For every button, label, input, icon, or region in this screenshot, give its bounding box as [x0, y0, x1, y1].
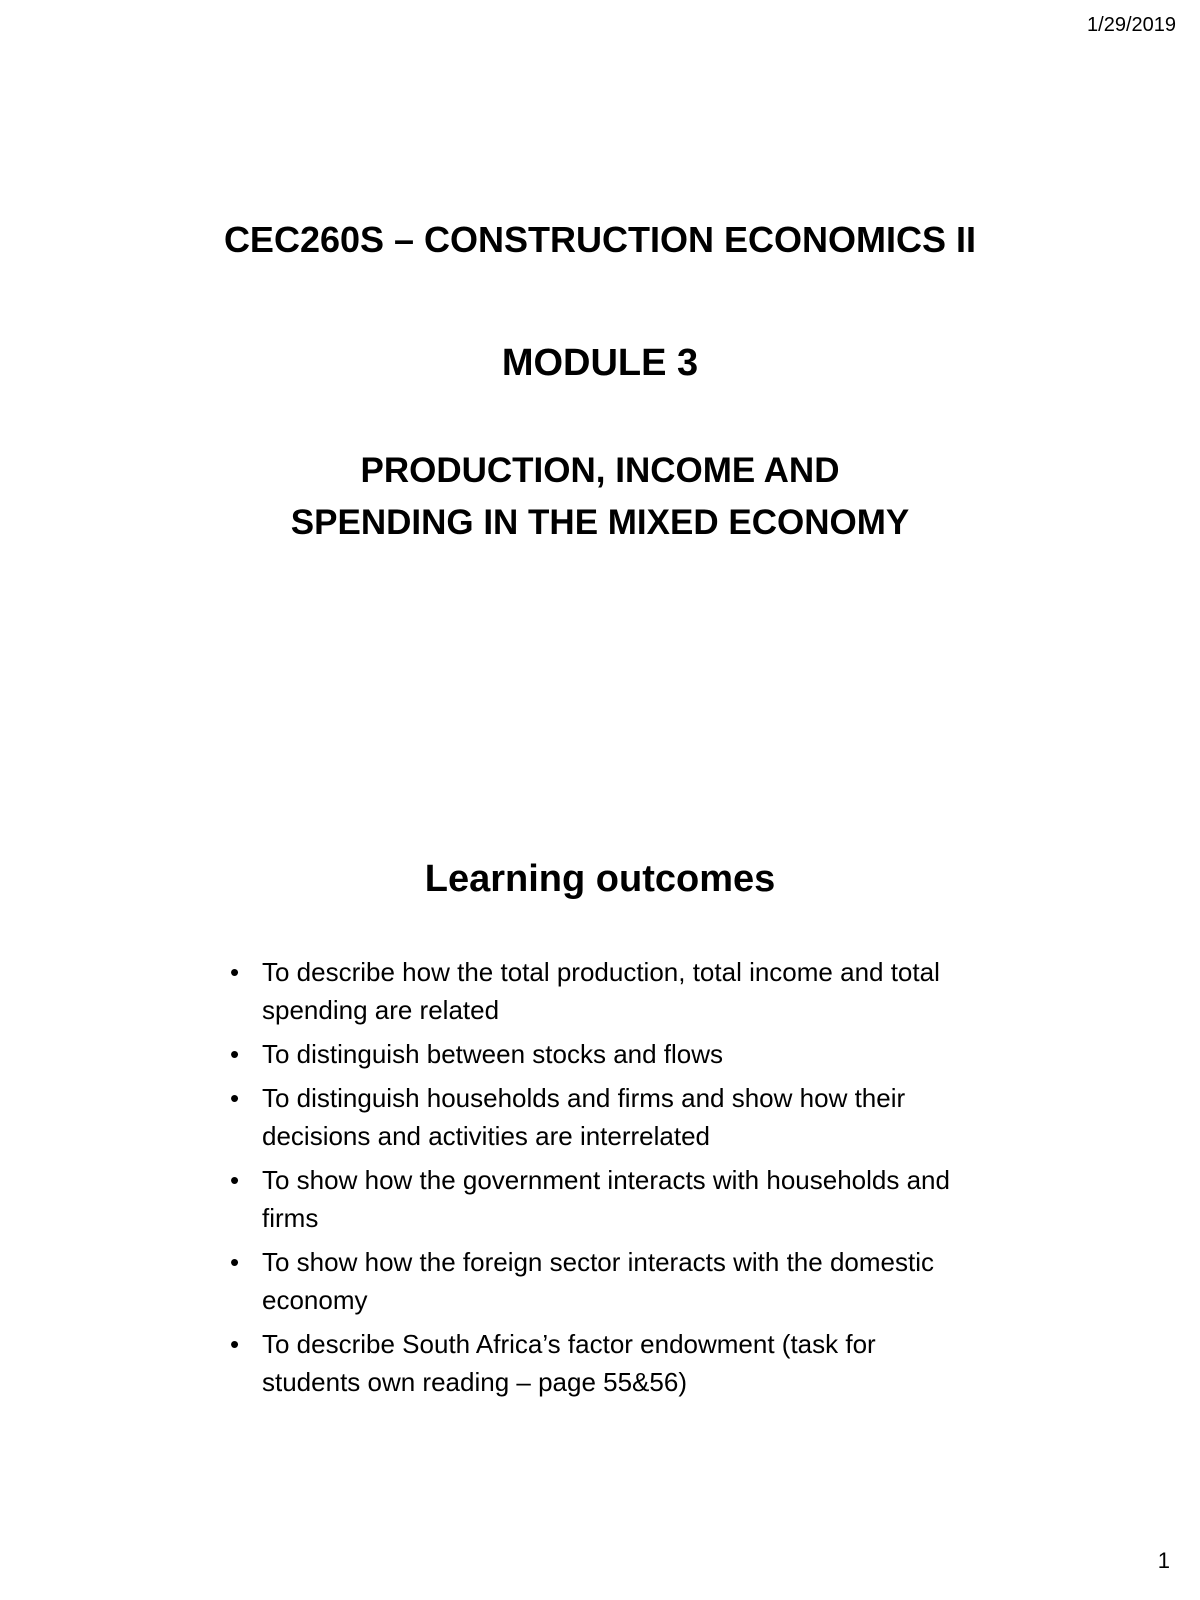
outcome-text: To show how the foreign sector interacts with the domestic economy — [262, 1247, 934, 1315]
list-item — [230, 1161, 970, 1237]
list-item — [230, 953, 970, 1029]
bullet-icon: • — [230, 1329, 240, 1359]
outcome-text: To describe how the total production, total income and total spending are related — [262, 957, 940, 1025]
page-date: 1/29/2019 — [1087, 14, 1176, 36]
learning-outcomes-heading: Learning outcomes — [424, 858, 776, 900]
outcome-text: To describe South Africa’s factor endowment (task for students own reading – page 55&56) — [262, 1329, 876, 1397]
module-title: MODULE 3 — [501, 342, 699, 385]
bullet-icon: • — [230, 957, 240, 987]
subtitle-line-2: SPENDING IN THE MIXED ECONOMY — [290, 503, 910, 543]
list-item — [230, 1325, 970, 1401]
bullet-icon: • — [230, 1039, 240, 1069]
list-item — [230, 1079, 970, 1155]
outcome-text: To show how the government interacts with households and firms — [262, 1165, 950, 1233]
outcome-text: To distinguish between stocks and flows — [262, 1039, 724, 1069]
course-title: CEC260S – CONSTRUCTION ECONOMICS II — [223, 219, 977, 260]
page-number: 1 — [1157, 1548, 1170, 1573]
outcome-text: To distinguish households and firms and show how their decisions and activities are interrelated — [262, 1083, 906, 1151]
learning-outcomes-list — [230, 953, 970, 1407]
title-slide — [0, 218, 1200, 550]
bullet-icon: • — [230, 1083, 240, 1113]
list-item — [230, 1243, 970, 1319]
subtitle-line-1: PRODUCTION, INCOME AND — [360, 450, 840, 490]
bullet-icon: • — [230, 1247, 240, 1277]
bullet-icon: • — [230, 1165, 240, 1195]
module-subtitle — [0, 445, 1200, 550]
list-item — [230, 1035, 970, 1073]
learning-outcomes-slide — [0, 858, 1200, 1397]
